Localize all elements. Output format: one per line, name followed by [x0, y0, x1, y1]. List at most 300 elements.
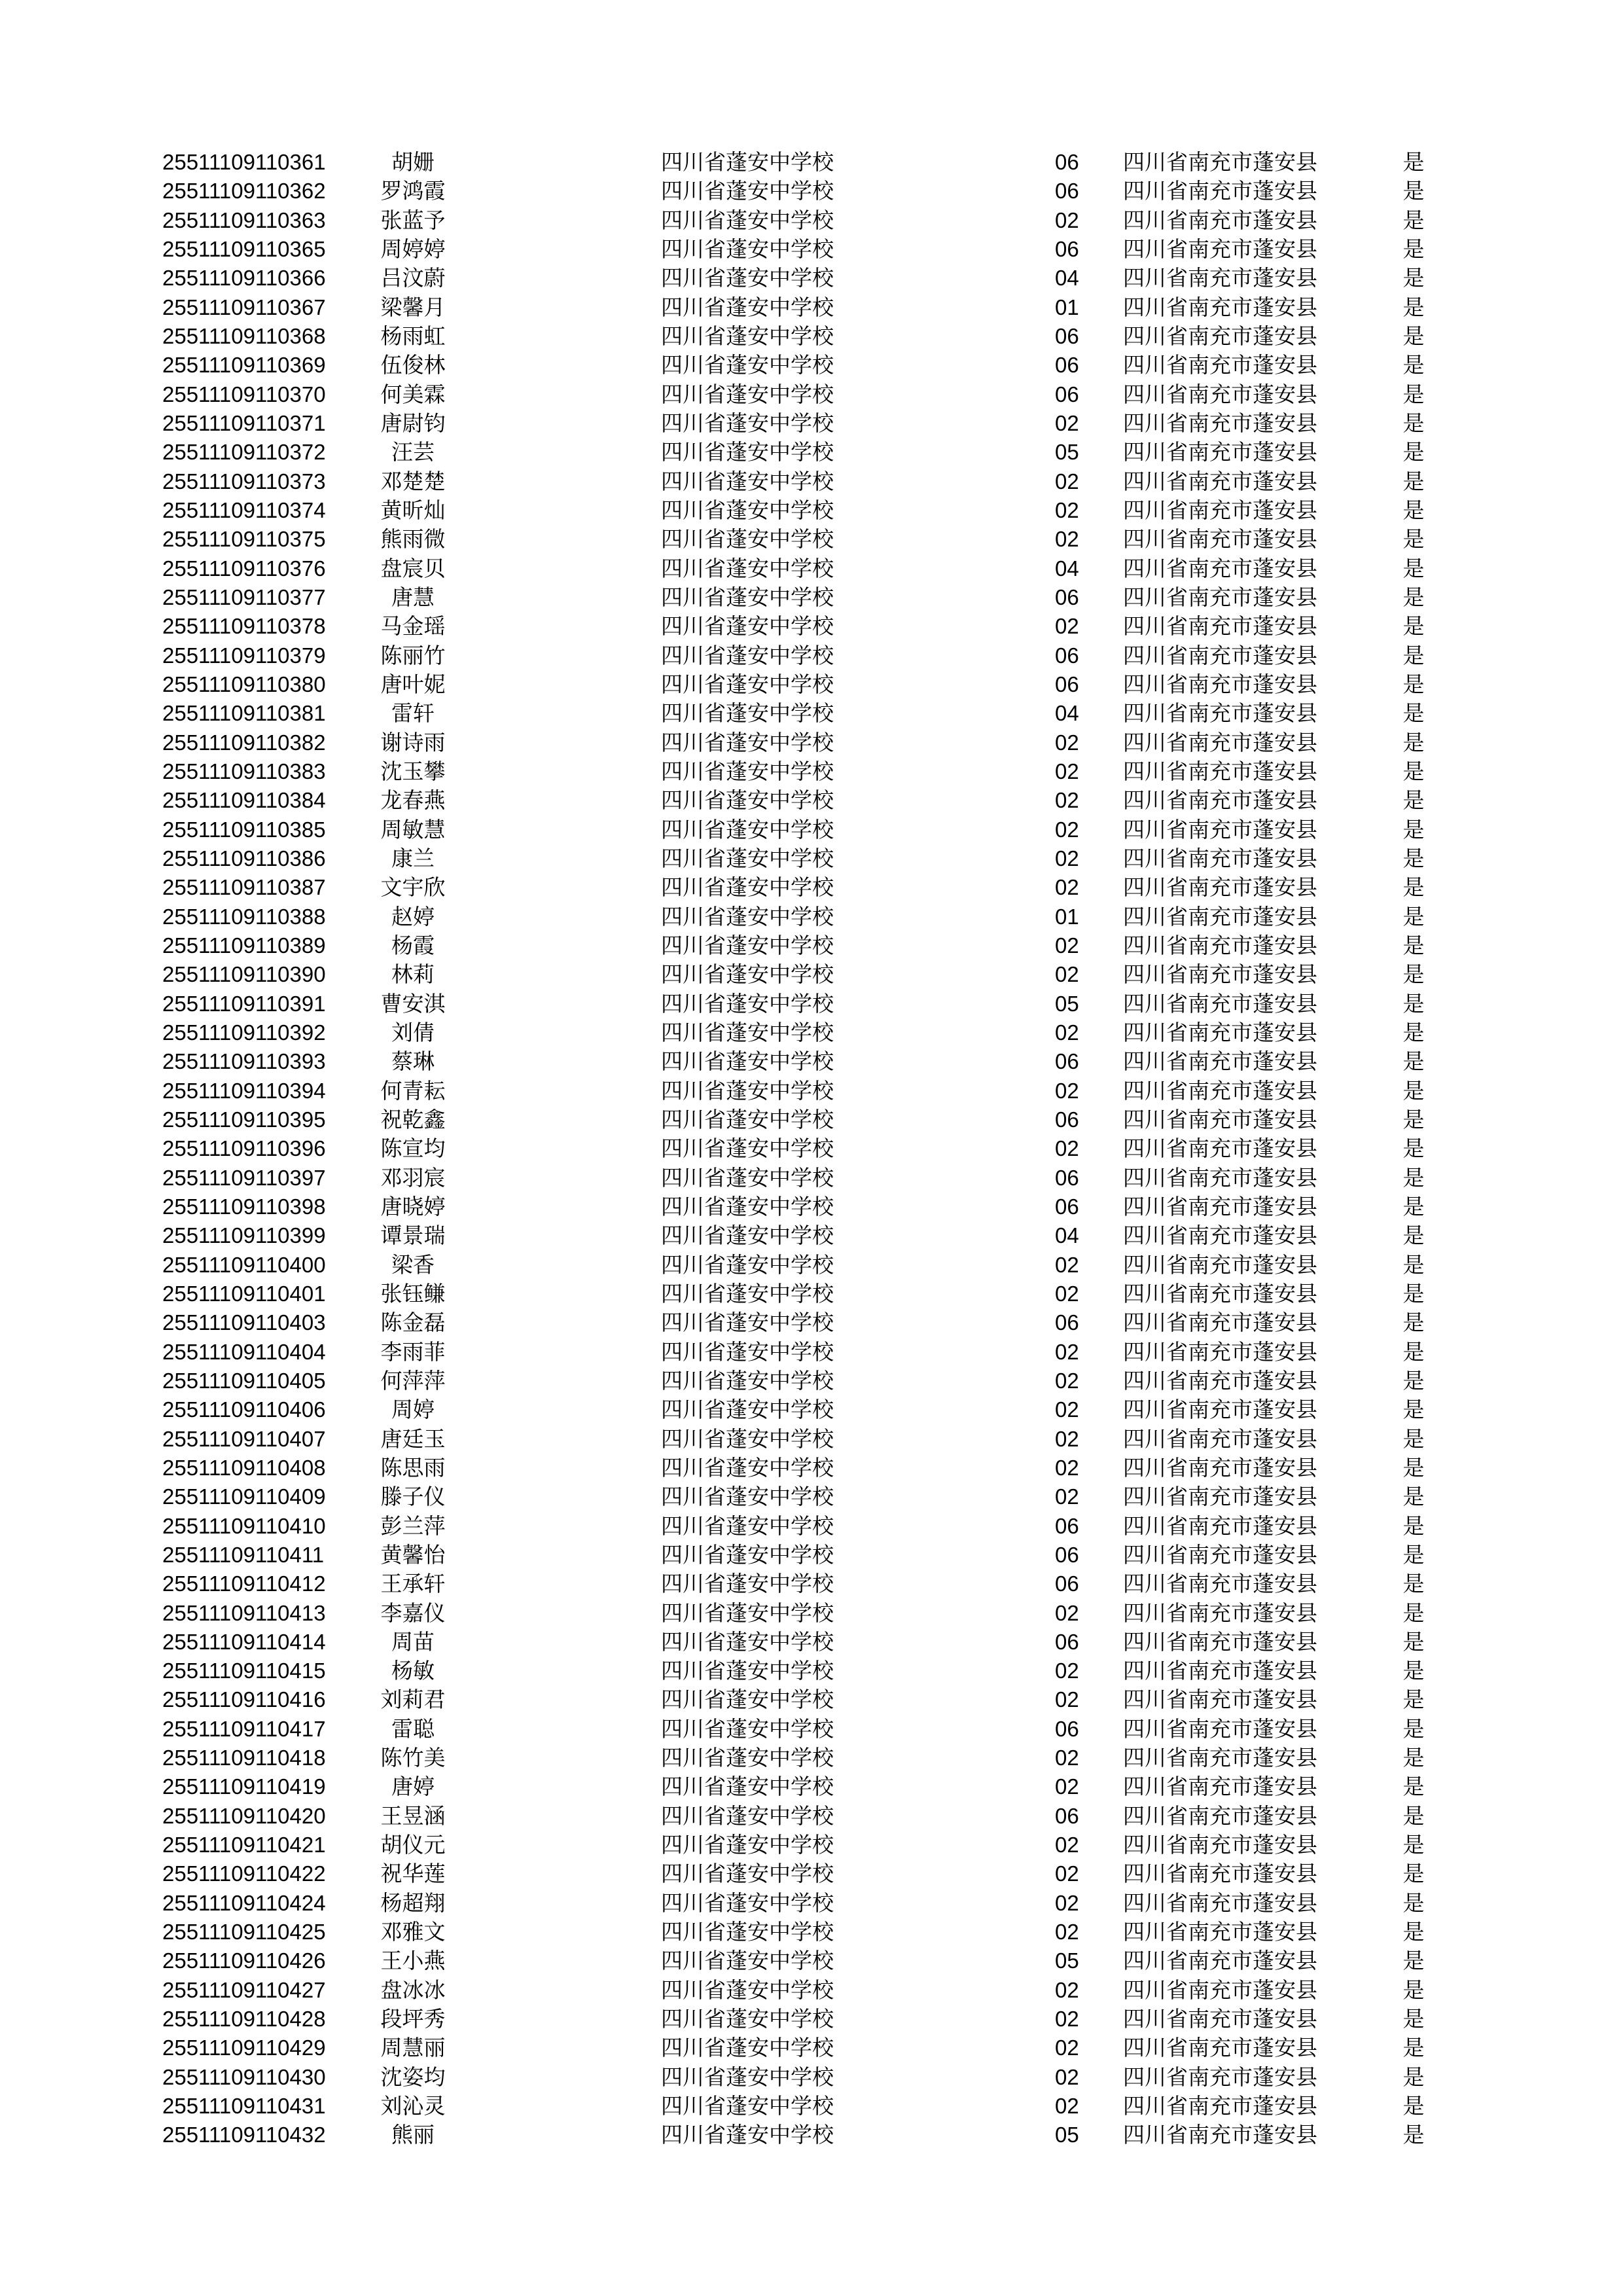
school-name: 四川省蓬安中学校: [661, 382, 834, 406]
eligibility-flag: 是: [1402, 643, 1425, 668]
school-name: 四川省蓬安中学校: [661, 933, 834, 958]
region-name: 四川省南充市蓬安县: [1123, 1165, 1317, 1190]
category-code: 06: [1055, 1542, 1079, 1567]
student-name: 刘莉君: [380, 1687, 446, 1712]
table-row: [0, 1657, 1623, 1685]
student-name: 彭兰萍: [380, 1513, 446, 1538]
category-code: 06: [1055, 1165, 1079, 1190]
candidate-id: 25511109110390: [162, 962, 326, 987]
eligibility-flag: 是: [1402, 846, 1425, 870]
table-row: [0, 2034, 1623, 2062]
school-name: 四川省蓬安中学校: [661, 817, 834, 842]
student-name: 唐尉钧: [380, 410, 446, 435]
student-name: 张钰鳒: [380, 1281, 446, 1306]
region-name: 四川省南充市蓬安县: [1123, 440, 1317, 465]
eligibility-flag: 是: [1402, 614, 1425, 639]
region-name: 四川省南充市蓬安县: [1123, 266, 1317, 291]
table-row: [0, 1338, 1623, 1367]
school-name: 四川省蓬安中学校: [661, 1513, 834, 1538]
category-code: 02: [1055, 2094, 1079, 2119]
eligibility-flag: 是: [1402, 410, 1425, 435]
region-name: 四川省南充市蓬安县: [1123, 1339, 1317, 1364]
school-name: 四川省蓬安中学校: [661, 295, 834, 319]
region-name: 四川省南充市蓬安县: [1123, 1107, 1317, 1132]
candidate-id: 25511109110401: [162, 1281, 326, 1306]
region-name: 四川省南充市蓬安县: [1123, 2036, 1317, 2060]
eligibility-flag: 是: [1402, 179, 1425, 204]
table-row: [0, 873, 1623, 902]
candidate-id: 25511109110366: [162, 266, 326, 291]
category-code: 05: [1055, 1948, 1079, 1973]
region-name: 四川省南充市蓬安县: [1123, 991, 1317, 1016]
table-row: [0, 1541, 1623, 1570]
category-code: 06: [1055, 323, 1079, 348]
category-code: 06: [1055, 584, 1079, 609]
school-name: 四川省蓬安中学校: [661, 846, 834, 870]
table-row: [0, 467, 1623, 496]
eligibility-flag: 是: [1402, 1194, 1425, 1219]
school-name: 四川省蓬安中学校: [661, 1571, 834, 1596]
candidate-id: 25511109110363: [162, 207, 326, 232]
student-name: 熊丽: [391, 2123, 435, 2147]
candidate-id: 25511109110377: [162, 584, 326, 609]
category-code: 06: [1055, 150, 1079, 174]
student-name: 周婷: [391, 1397, 435, 1422]
category-code: 02: [1055, 1426, 1079, 1451]
student-name: 王昱涵: [380, 1803, 446, 1828]
student-name: 周敏慧: [380, 817, 446, 842]
eligibility-flag: 是: [1402, 1020, 1425, 1045]
student-name: 何萍萍: [380, 1368, 446, 1393]
eligibility-flag: 是: [1402, 2007, 1425, 2032]
category-code: 02: [1055, 1600, 1079, 1625]
category-code: 02: [1055, 1833, 1079, 1857]
school-name: 四川省蓬安中学校: [661, 730, 834, 755]
eligibility-flag: 是: [1402, 1165, 1425, 1190]
candidate-id: 25511109110408: [162, 1455, 326, 1480]
category-code: 02: [1055, 1281, 1079, 1306]
school-name: 四川省蓬安中学校: [661, 440, 834, 465]
eligibility-flag: 是: [1402, 759, 1425, 783]
category-code: 02: [1055, 1368, 1079, 1393]
candidate-id: 25511109110396: [162, 1136, 326, 1161]
candidate-id: 25511109110370: [162, 382, 326, 406]
category-code: 02: [1055, 1746, 1079, 1770]
candidate-id: 25511109110404: [162, 1339, 326, 1364]
table-row: [0, 1018, 1623, 1047]
category-code: 06: [1055, 1107, 1079, 1132]
student-name: 刘沁灵: [380, 2094, 446, 2119]
candidate-id: 25511109110405: [162, 1368, 326, 1393]
table-row: [0, 525, 1623, 554]
student-name: 胡姗: [391, 150, 435, 174]
candidate-id: 25511109110432: [162, 2123, 326, 2147]
category-code: 05: [1055, 991, 1079, 1016]
table-row: [0, 2092, 1623, 2121]
category-code: 02: [1055, 527, 1079, 552]
student-name: 雷聪: [391, 1716, 435, 1741]
candidate-id: 25511109110361: [162, 150, 326, 174]
school-name: 四川省蓬安中学校: [661, 2123, 834, 2147]
candidate-id: 25511109110385: [162, 817, 326, 842]
school-name: 四川省蓬安中学校: [661, 701, 834, 726]
candidate-id: 25511109110400: [162, 1252, 326, 1277]
table-row: [0, 409, 1623, 438]
candidate-id: 25511109110414: [162, 1629, 326, 1654]
region-name: 四川省南充市蓬安县: [1123, 1426, 1317, 1451]
student-name: 唐廷玉: [380, 1426, 446, 1451]
region-name: 四川省南充市蓬安县: [1123, 1397, 1317, 1422]
candidate-id: 25511109110362: [162, 179, 326, 204]
candidate-id: 25511109110389: [162, 933, 326, 958]
eligibility-flag: 是: [1402, 1484, 1425, 1509]
school-name: 四川省蓬安中学校: [661, 1659, 834, 1683]
category-code: 02: [1055, 207, 1079, 232]
region-name: 四川省南充市蓬安县: [1123, 643, 1317, 668]
candidate-id: 25511109110427: [162, 1977, 326, 2002]
school-name: 四川省蓬安中学校: [661, 672, 834, 696]
student-name: 刘倩: [391, 1020, 435, 1045]
eligibility-flag: 是: [1402, 382, 1425, 406]
school-name: 四川省蓬安中学校: [661, 410, 834, 435]
school-name: 四川省蓬安中学校: [661, 1049, 834, 1074]
school-name: 四川省蓬安中学校: [661, 497, 834, 522]
school-name: 四川省蓬安中学校: [661, 759, 834, 783]
table-row: [0, 670, 1623, 699]
table-row: [0, 728, 1623, 757]
category-code: 02: [1055, 1659, 1079, 1683]
table-row: [0, 2063, 1623, 2092]
region-name: 四川省南充市蓬安县: [1123, 1542, 1317, 1567]
candidate-id: 25511109110428: [162, 2007, 326, 2032]
table-row: [0, 1685, 1623, 1714]
table-row: [0, 1134, 1623, 1163]
category-code: 06: [1055, 672, 1079, 696]
school-name: 四川省蓬安中学校: [661, 2036, 834, 2060]
region-name: 四川省南充市蓬安县: [1123, 556, 1317, 581]
eligibility-flag: 是: [1402, 2094, 1425, 2119]
candidate-id: 25511109110393: [162, 1049, 326, 1074]
candidate-id: 25511109110416: [162, 1687, 326, 1712]
region-name: 四川省南充市蓬安县: [1123, 527, 1317, 552]
school-name: 四川省蓬安中学校: [661, 1687, 834, 1712]
school-name: 四川省蓬安中学校: [661, 1920, 834, 1945]
eligibility-flag: 是: [1402, 1600, 1425, 1625]
table-row: [0, 235, 1623, 264]
candidate-id: 25511109110373: [162, 469, 326, 493]
category-code: 02: [1055, 614, 1079, 639]
table-row: [0, 1164, 1623, 1193]
eligibility-flag: 是: [1402, 266, 1425, 291]
student-name: 唐晓婷: [380, 1194, 446, 1219]
candidate-id: 25511109110387: [162, 875, 326, 900]
category-code: 02: [1055, 1920, 1079, 1945]
category-code: 04: [1055, 701, 1079, 726]
category-code: 02: [1055, 1339, 1079, 1364]
category-code: 02: [1055, 2064, 1079, 2089]
eligibility-flag: 是: [1402, 875, 1425, 900]
category-code: 06: [1055, 1513, 1079, 1538]
table-row: [0, 1859, 1623, 1888]
candidate-id: 25511109110425: [162, 1920, 326, 1945]
school-name: 四川省蓬安中学校: [661, 614, 834, 639]
category-code: 02: [1055, 1774, 1079, 1799]
region-name: 四川省南充市蓬安县: [1123, 2007, 1317, 2032]
category-code: 06: [1055, 1310, 1079, 1335]
region-name: 四川省南充市蓬安县: [1123, 469, 1317, 493]
category-code: 02: [1055, 1861, 1079, 1886]
category-code: 06: [1055, 179, 1079, 204]
eligibility-flag: 是: [1402, 1716, 1425, 1741]
category-code: 02: [1055, 2007, 1079, 2032]
eligibility-flag: 是: [1402, 1774, 1425, 1799]
candidate-id: 25511109110431: [162, 2094, 326, 2119]
eligibility-flag: 是: [1402, 207, 1425, 232]
table-row: [0, 1193, 1623, 1221]
eligibility-flag: 是: [1402, 1339, 1425, 1364]
student-name: 黄昕灿: [380, 497, 446, 522]
category-code: 01: [1055, 904, 1079, 929]
student-name: 杨敏: [391, 1659, 435, 1683]
region-name: 四川省南充市蓬安县: [1123, 1513, 1317, 1538]
region-name: 四川省南充市蓬安县: [1123, 672, 1317, 696]
table-row: [0, 1946, 1623, 1975]
eligibility-flag: 是: [1402, 2123, 1425, 2147]
category-code: 06: [1055, 643, 1079, 668]
school-name: 四川省蓬安中学校: [661, 1281, 834, 1306]
eligibility-flag: 是: [1402, 1659, 1425, 1683]
student-name: 周婷婷: [380, 236, 446, 261]
student-name: 王承轩: [380, 1571, 446, 1596]
category-code: 04: [1055, 1223, 1079, 1248]
eligibility-flag: 是: [1402, 1455, 1425, 1480]
eligibility-flag: 是: [1402, 1890, 1425, 1915]
candidate-id: 25511109110368: [162, 323, 326, 348]
region-name: 四川省南充市蓬安县: [1123, 353, 1317, 378]
category-code: 06: [1055, 1803, 1079, 1828]
student-name: 胡仪元: [380, 1833, 446, 1857]
category-code: 04: [1055, 556, 1079, 581]
candidate-id: 25511109110376: [162, 556, 326, 581]
table-row: [0, 786, 1623, 815]
school-name: 四川省蓬安中学校: [661, 875, 834, 900]
candidate-id: 25511109110384: [162, 788, 326, 813]
school-name: 四川省蓬安中学校: [661, 788, 834, 813]
candidate-id: 25511109110403: [162, 1310, 326, 1335]
eligibility-flag: 是: [1402, 295, 1425, 319]
eligibility-flag: 是: [1402, 962, 1425, 987]
table-row: [0, 931, 1623, 960]
category-code: 02: [1055, 410, 1079, 435]
region-name: 四川省南充市蓬安县: [1123, 933, 1317, 958]
region-name: 四川省南充市蓬安县: [1123, 1455, 1317, 1480]
candidate-id: 25511109110379: [162, 643, 326, 668]
candidate-id: 25511109110430: [162, 2064, 326, 2089]
student-name: 雷轩: [391, 701, 435, 726]
student-name: 梁馨月: [380, 295, 446, 319]
table-row: [0, 757, 1623, 786]
candidate-id: 25511109110415: [162, 1659, 326, 1683]
eligibility-flag: 是: [1402, 788, 1425, 813]
candidate-id: 25511109110380: [162, 672, 326, 696]
candidate-id: 25511109110424: [162, 1890, 326, 1915]
school-name: 四川省蓬安中学校: [661, 1252, 834, 1277]
eligibility-flag: 是: [1402, 1368, 1425, 1393]
student-name: 陈宣均: [380, 1136, 446, 1161]
student-name: 段坪秀: [380, 2007, 446, 2032]
region-name: 四川省南充市蓬安县: [1123, 1977, 1317, 2002]
candidate-id: 25511109110392: [162, 1020, 326, 1045]
eligibility-flag: 是: [1402, 556, 1425, 581]
school-name: 四川省蓬安中学校: [661, 1397, 834, 1422]
category-code: 02: [1055, 1455, 1079, 1480]
table-row: [0, 612, 1623, 641]
eligibility-flag: 是: [1402, 1803, 1425, 1828]
school-name: 四川省蓬安中学校: [661, 2007, 834, 2032]
candidate-id: 25511109110386: [162, 846, 326, 870]
region-name: 四川省南充市蓬安县: [1123, 410, 1317, 435]
eligibility-flag: 是: [1402, 323, 1425, 348]
eligibility-flag: 是: [1402, 1223, 1425, 1248]
eligibility-flag: 是: [1402, 1920, 1425, 1945]
category-code: 02: [1055, 1136, 1079, 1161]
table-row: [0, 1976, 1623, 2005]
category-code: 04: [1055, 266, 1079, 291]
candidate-id: 25511109110426: [162, 1948, 326, 1973]
student-name: 蔡琳: [391, 1049, 435, 1074]
school-name: 四川省蓬安中学校: [661, 1542, 834, 1567]
eligibility-flag: 是: [1402, 1310, 1425, 1335]
candidate-id: 25511109110399: [162, 1223, 326, 1248]
region-name: 四川省南充市蓬安县: [1123, 2123, 1317, 2147]
category-code: 02: [1055, 875, 1079, 900]
region-name: 四川省南充市蓬安县: [1123, 1484, 1317, 1509]
eligibility-flag: 是: [1402, 353, 1425, 378]
student-name: 康兰: [391, 846, 435, 870]
table-row: [0, 1628, 1623, 1657]
category-code: 01: [1055, 295, 1079, 319]
student-name: 吕汶蔚: [380, 266, 446, 291]
category-code: 02: [1055, 1252, 1079, 1277]
table-row: [0, 2005, 1623, 2034]
student-name: 唐叶妮: [380, 672, 446, 696]
student-name: 李雨菲: [380, 1339, 446, 1364]
table-row: [0, 1308, 1623, 1337]
student-name: 赵婷: [391, 904, 435, 929]
table-row: [0, 641, 1623, 670]
student-name: 陈竹美: [380, 1746, 446, 1770]
student-name: 邓羽宸: [380, 1165, 446, 1190]
student-name: 滕子仪: [380, 1484, 446, 1509]
candidate-id: 25511109110367: [162, 295, 326, 319]
category-code: 02: [1055, 1484, 1079, 1509]
region-name: 四川省南充市蓬安县: [1123, 1746, 1317, 1770]
candidate-id: 25511109110374: [162, 497, 326, 522]
category-code: 06: [1055, 382, 1079, 406]
table-row: [0, 699, 1623, 728]
region-name: 四川省南充市蓬安县: [1123, 1948, 1317, 1973]
table-row: [0, 351, 1623, 380]
table-row: [0, 1889, 1623, 1918]
school-name: 四川省蓬安中学校: [661, 1165, 834, 1190]
category-code: 06: [1055, 1571, 1079, 1596]
table-row: [0, 583, 1623, 612]
table-row: [0, 1280, 1623, 1308]
student-name: 汪芸: [391, 440, 435, 465]
eligibility-flag: 是: [1402, 2036, 1425, 2060]
candidate-id: 25511109110412: [162, 1571, 326, 1596]
student-name: 梁香: [391, 1252, 435, 1277]
candidate-id: 25511109110391: [162, 991, 326, 1016]
student-name: 陈丽竹: [380, 643, 446, 668]
region-name: 四川省南充市蓬安县: [1123, 1049, 1317, 1074]
school-name: 四川省蓬安中学校: [661, 991, 834, 1016]
school-name: 四川省蓬安中学校: [661, 1833, 834, 1857]
category-code: 06: [1055, 1049, 1079, 1074]
candidate-id: 25511109110383: [162, 759, 326, 783]
region-name: 四川省南充市蓬安县: [1123, 1861, 1317, 1886]
table-row: [0, 322, 1623, 351]
eligibility-flag: 是: [1402, 701, 1425, 726]
candidate-id: 25511109110398: [162, 1194, 326, 1219]
student-name: 杨霞: [391, 933, 435, 958]
school-name: 四川省蓬安中学校: [661, 1746, 834, 1770]
student-name: 陈金磊: [380, 1310, 446, 1335]
school-name: 四川省蓬安中学校: [661, 1136, 834, 1161]
category-code: 02: [1055, 759, 1079, 783]
category-code: 06: [1055, 1194, 1079, 1219]
table-row: [0, 1772, 1623, 1801]
region-name: 四川省南充市蓬安县: [1123, 1136, 1317, 1161]
candidate-id: 25511109110365: [162, 236, 326, 261]
region-name: 四川省南充市蓬安县: [1123, 962, 1317, 987]
school-name: 四川省蓬安中学校: [661, 1716, 834, 1741]
student-name: 唐慧: [391, 584, 435, 609]
eligibility-flag: 是: [1402, 1687, 1425, 1712]
school-name: 四川省蓬安中学校: [661, 2094, 834, 2119]
student-name: 文宇欣: [380, 875, 446, 900]
eligibility-flag: 是: [1402, 1833, 1425, 1857]
school-name: 四川省蓬安中学校: [661, 1223, 834, 1248]
eligibility-flag: 是: [1402, 469, 1425, 493]
eligibility-flag: 是: [1402, 584, 1425, 609]
category-code: 02: [1055, 1397, 1079, 1422]
candidate-id: 25511109110375: [162, 527, 326, 552]
eligibility-flag: 是: [1402, 1861, 1425, 1886]
category-code: 02: [1055, 1890, 1079, 1915]
eligibility-flag: 是: [1402, 933, 1425, 958]
category-code: 02: [1055, 1078, 1079, 1103]
eligibility-flag: 是: [1402, 1948, 1425, 1973]
table-row: [0, 1221, 1623, 1250]
category-code: 02: [1055, 933, 1079, 958]
region-name: 四川省南充市蓬安县: [1123, 846, 1317, 870]
table-row: [0, 844, 1623, 873]
student-name: 罗鸿霞: [380, 179, 446, 204]
category-code: 02: [1055, 1020, 1079, 1045]
eligibility-flag: 是: [1402, 904, 1425, 929]
student-name: 李嘉仪: [380, 1600, 446, 1625]
table-row: [0, 1454, 1623, 1482]
school-name: 四川省蓬安中学校: [661, 584, 834, 609]
candidate-id: 25511109110420: [162, 1803, 326, 1828]
region-name: 四川省南充市蓬安县: [1123, 817, 1317, 842]
eligibility-flag: 是: [1402, 1107, 1425, 1132]
student-name: 马金瑶: [380, 614, 446, 639]
region-name: 四川省南充市蓬安县: [1123, 207, 1317, 232]
category-code: 02: [1055, 1687, 1079, 1712]
student-name: 林莉: [391, 962, 435, 987]
